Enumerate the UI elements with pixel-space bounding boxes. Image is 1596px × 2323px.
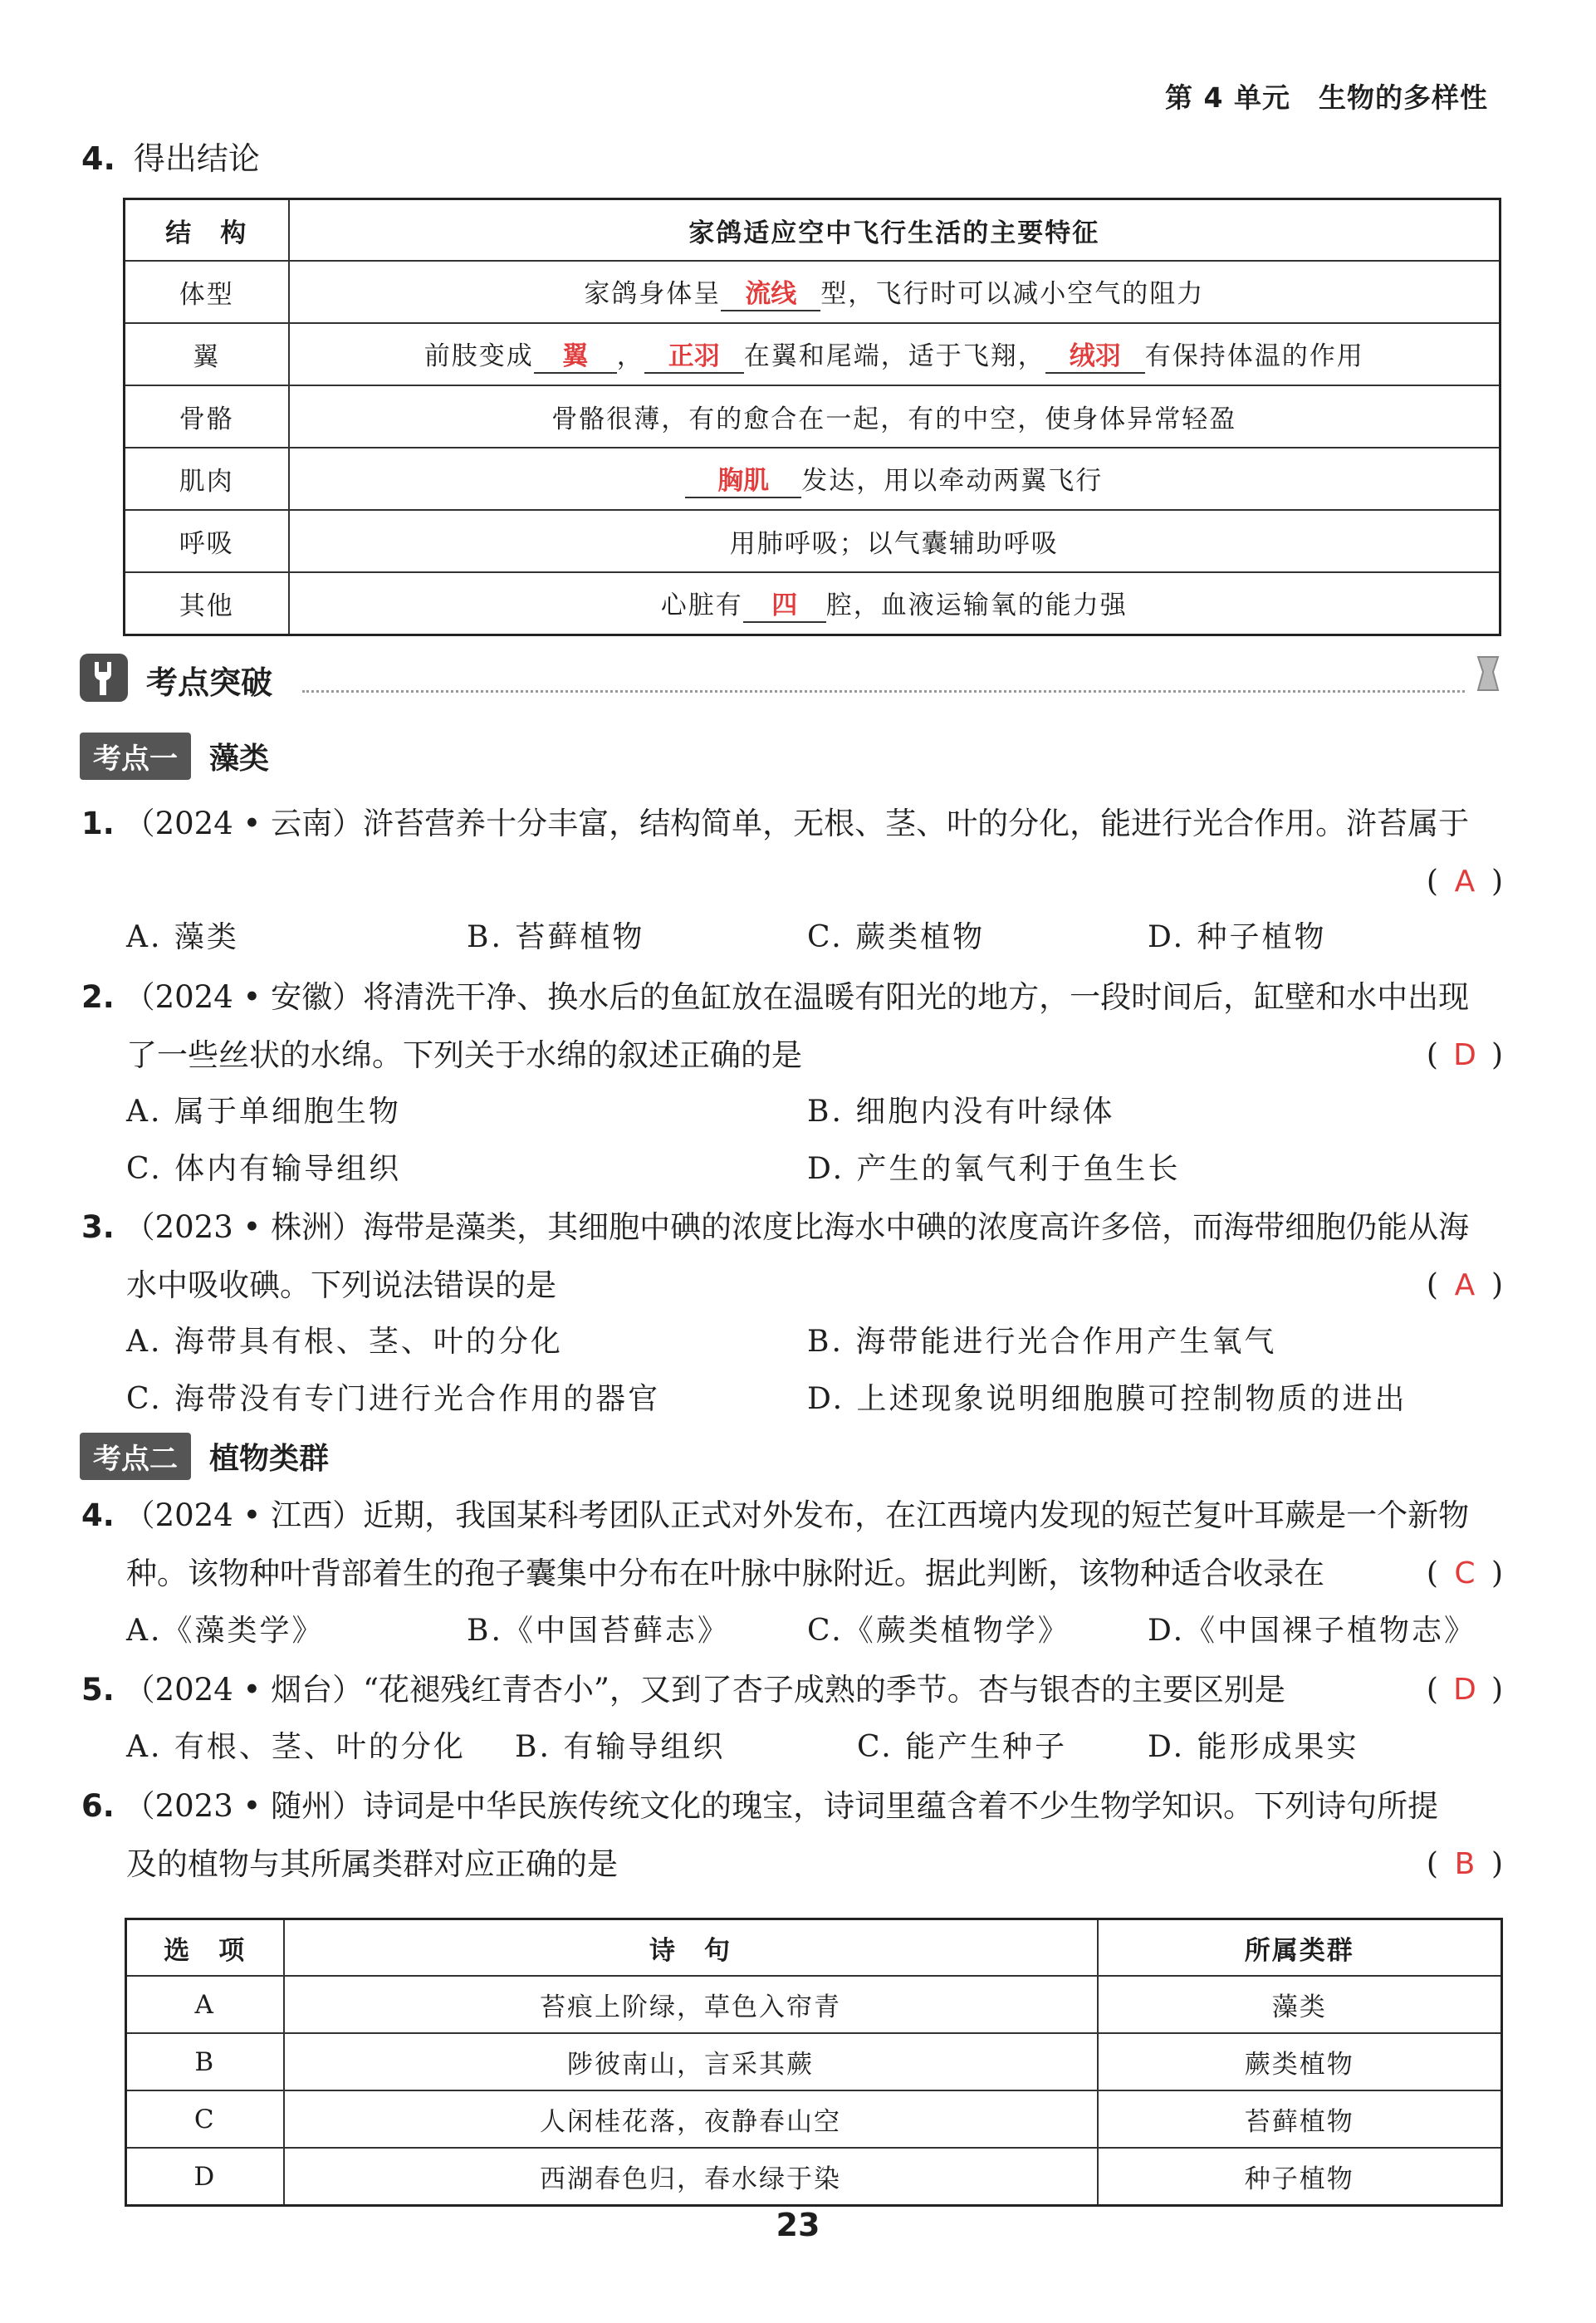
conclusion-label: 得出结论 [133, 140, 260, 177]
question-6 [81, 1777, 1503, 1894]
feature-cell: 用肺呼吸；以气囊辅助呼吸 [289, 510, 1501, 572]
section-title: 考点突破 [146, 664, 273, 701]
feature-text: 在翼和尾端，适于飞翔， [743, 341, 1045, 371]
structure-cell: 翼 [125, 323, 289, 385]
question-2 [81, 968, 1503, 1085]
answer-bracket: ( D ) [1427, 1027, 1503, 1085]
answer-blank: 流线 [721, 272, 820, 311]
option-d: D.《中国裸子植物志》 [1148, 1614, 1477, 1648]
question-2-options [126, 1088, 1503, 1188]
topic-tag: 考点一 [80, 733, 191, 780]
question-number: 6. [81, 1788, 115, 1824]
poem-cell: 人闲桂花落，夜静春山空 [284, 2090, 1098, 2148]
question-text-cont: 种。该物种叶背部着生的孢子囊集中分布在叶脉中脉附近。据此判断，该物种适合收录在 [126, 1556, 1324, 1591]
feature-text: 腔，血液运输氧的能力强 [825, 591, 1128, 620]
table-row [125, 323, 1501, 385]
feature-cell [289, 448, 1501, 510]
conclusion-number: 4. [81, 140, 115, 177]
answer-blank: 四 [743, 584, 826, 623]
option-cell: B [126, 2033, 284, 2090]
option-a: A. 属于单细胞生物 [126, 1095, 401, 1129]
option-cell: D [126, 2148, 284, 2206]
question-text: （2024 • 烟台）“花褪残红青杏小”，又到了杏子成熟的季节。杏与银杏的主要区别是 [124, 1672, 1285, 1708]
answer-bracket: ( A ) [1427, 853, 1503, 911]
poem-cell: 苔痕上阶绿，草色入帘青 [284, 1976, 1098, 2033]
section-banner [80, 654, 1503, 703]
question-text: （2023 • 株洲）海带是藻类，其细胞中碘的浓度比海水中碘的浓度高许多倍，而海带细胞仍能从海 [124, 1209, 1470, 1245]
question-4 [81, 1487, 1503, 1603]
option-d: D. 上述现象说明细胞膜可控制物质的进出 [807, 1382, 1408, 1416]
question-1-options [126, 914, 1503, 955]
structure-cell: 呼吸 [125, 510, 289, 572]
question-text-cont: 水中吸收碘。下列说法错误的是 [126, 1267, 556, 1303]
question-text: （2024 • 安徽）将清洗干净、换水后的鱼缸放在温暖有阳光的地方，一段时间后，缸壁和水中出现 [124, 979, 1470, 1015]
topic-heading-1 [80, 733, 269, 774]
header-poem: 诗 句 [284, 1919, 1098, 1977]
table-row [126, 1976, 1502, 2033]
question-text-cont: 及的植物与其所属类群对应正确的是 [126, 1846, 618, 1882]
question-number: 2. [81, 979, 115, 1015]
question-number: 1. [81, 806, 115, 841]
answer-letter: D [1453, 1038, 1476, 1072]
header-structure: 结 构 [125, 199, 289, 262]
header-group: 所属类群 [1098, 1919, 1502, 1977]
question-number: 3. [81, 1209, 115, 1245]
question-4-options [126, 1607, 1503, 1649]
question-1 [81, 795, 1503, 899]
option-cell: C [126, 2090, 284, 2148]
topic-tag: 考点二 [80, 1433, 191, 1480]
answer-blank: 绒羽 [1045, 335, 1145, 374]
feature-text: 发达，用以牵动两翼飞行 [801, 466, 1104, 496]
option-cell: A [126, 1976, 284, 2033]
answer-blank: 胸肌 [685, 459, 801, 498]
table-header-row [126, 1919, 1502, 1977]
option-b: B.《中国苔藓志》 [467, 1614, 730, 1648]
answer-bracket: ( C ) [1427, 1545, 1503, 1603]
table-row [125, 385, 1501, 448]
structure-cell: 骨骼 [125, 385, 289, 448]
conclusion-title [81, 133, 260, 179]
question-text-cont: 了一些丝状的水绵。下列关于水绵的叙述正确的是 [126, 1037, 802, 1073]
hourglass-icon [1473, 654, 1503, 695]
question-5 [81, 1661, 1503, 1719]
question-text: （2024 • 江西）近期，我国某科考团队正式对外发布，在江西境内发现的短芒复叶耳蕨是一个新物 [124, 1497, 1470, 1533]
question-text: （2024 • 云南）浒苔营养十分丰富，结构简单，无根、茎、叶的分化，能进行光合作用。浒苔属于 [124, 806, 1470, 841]
feature-cell [289, 572, 1501, 635]
question-text: （2023 • 随州）诗词是中华民族传统文化的瑰宝，诗词里蕴含着不少生物学知识。下列诗句所提 [124, 1788, 1439, 1824]
feature-text: 型，飞行时可以减小空气的阻力 [820, 279, 1205, 309]
answer-blank: 翼 [534, 335, 617, 374]
unit-header: 第 4 单元 生物的多样性 [1165, 81, 1488, 114]
option-b: B. 细胞内没有叶绿体 [807, 1095, 1115, 1129]
table-row [125, 572, 1501, 635]
answer-letter: B [1454, 1847, 1476, 1881]
answer-letter: D [1453, 1673, 1476, 1707]
poem-cell: 西湖春色归，春水绿于染 [284, 2148, 1098, 2206]
option-c: C.《蕨类植物学》 [807, 1614, 1070, 1648]
answer-bracket: ( B ) [1427, 1835, 1503, 1894]
answer-bracket: ( A ) [1427, 1257, 1503, 1315]
table-row [125, 510, 1501, 572]
feature-text: 前肢变成 [423, 341, 534, 371]
option-b: B. 苔藓植物 [467, 920, 645, 954]
table-row [126, 2090, 1502, 2148]
table-row [125, 261, 1501, 323]
option-a: A. 藻类 [126, 920, 239, 954]
question-number: 4. [81, 1497, 115, 1533]
answer-bracket: ( D ) [1427, 1661, 1503, 1719]
structure-cell: 肌肉 [125, 448, 289, 510]
poem-table [125, 1918, 1503, 2207]
section-divider [302, 690, 1465, 693]
pigeon-feature-table [123, 198, 1501, 636]
question-5-options [126, 1723, 1503, 1765]
feature-cell: 骨骼很薄，有的愈合在一起，有的中空，使身体异常轻盈 [289, 385, 1501, 448]
option-b: B. 有输导组织 [515, 1730, 726, 1764]
option-b: B. 海带能进行光合作用产生氧气 [807, 1325, 1277, 1359]
topic-heading-2 [80, 1433, 329, 1474]
option-d: D. 种子植物 [1148, 920, 1327, 954]
answer-letter: A [1454, 1268, 1476, 1302]
answer-letter: C [1454, 1556, 1476, 1590]
question-number: 5. [81, 1672, 115, 1708]
structure-cell: 体型 [125, 261, 289, 323]
topic-name: 藻类 [209, 742, 270, 776]
group-cell: 藻类 [1098, 1976, 1502, 2033]
question-3 [81, 1198, 1503, 1315]
poem-cell: 陟彼南山，言采其蕨 [284, 2033, 1098, 2090]
feature-text: 有保持体温的作用 [1144, 341, 1364, 371]
question-3-options [126, 1318, 1503, 1418]
topic-name: 植物类群 [209, 1442, 330, 1476]
table-header-row [125, 199, 1501, 262]
header-option: 选 项 [126, 1919, 284, 1977]
feature-text: ， [616, 341, 644, 371]
option-c: C. 体内有输导组织 [126, 1152, 402, 1186]
option-d: D. 能形成果实 [1148, 1730, 1359, 1764]
group-cell: 种子植物 [1098, 2148, 1502, 2206]
feature-text: 家鸽身体呈 [584, 279, 722, 309]
wrench-icon [80, 654, 128, 702]
group-cell: 苔藓植物 [1098, 2090, 1502, 2148]
option-c: C. 能产生种子 [857, 1730, 1068, 1764]
option-c: C. 海带没有专门进行光合作用的器官 [126, 1382, 661, 1416]
feature-cell [289, 261, 1501, 323]
feature-text: 心脏有 [660, 591, 743, 620]
page-number: 23 [776, 2207, 820, 2243]
feature-cell [289, 323, 1501, 385]
table-row [126, 2033, 1502, 2090]
option-a: A. 有根、茎、叶的分化 [126, 1730, 466, 1764]
option-a: A. 海带具有根、茎、叶的分化 [126, 1325, 563, 1359]
group-cell: 蕨类植物 [1098, 2033, 1502, 2090]
table-row [126, 2148, 1502, 2206]
answer-letter: A [1454, 865, 1476, 899]
structure-cell: 其他 [125, 572, 289, 635]
header-feature: 家鸽适应空中飞行生活的主要特征 [289, 199, 1501, 262]
answer-blank: 正羽 [644, 335, 744, 374]
option-a: A.《藻类学》 [126, 1614, 325, 1648]
table-row [125, 448, 1501, 510]
option-d: D. 产生的氧气利于鱼生长 [807, 1152, 1181, 1186]
option-c: C. 蕨类植物 [807, 920, 986, 954]
